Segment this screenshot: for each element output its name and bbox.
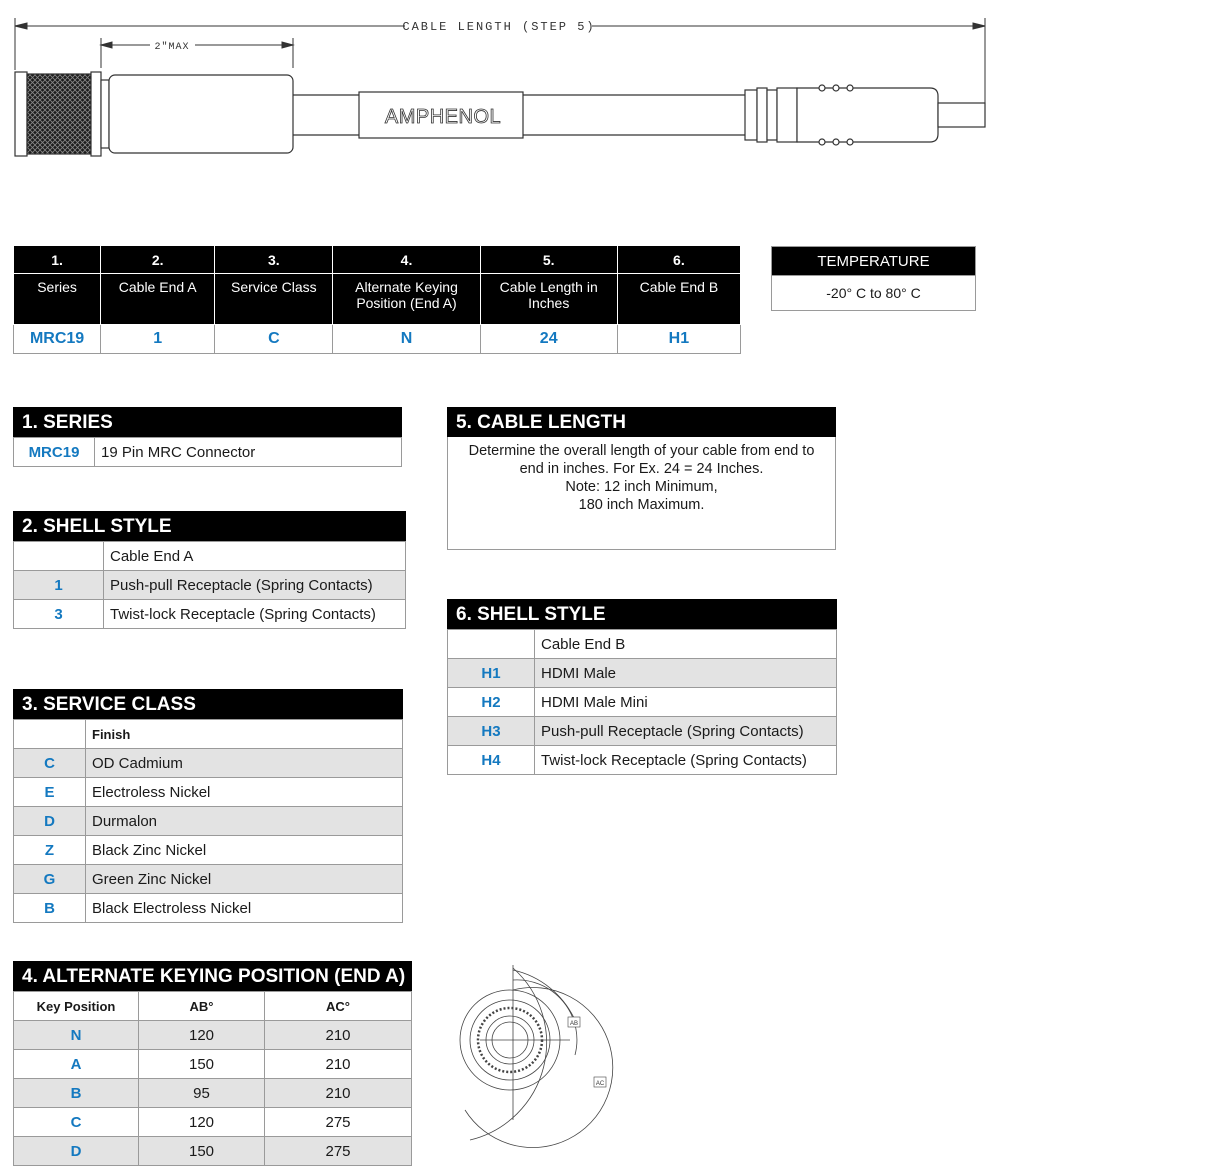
ac-value: 210 (265, 1021, 412, 1050)
option-code: H3 (448, 717, 535, 746)
option-code: C (14, 749, 86, 778)
step-value: 1 (101, 325, 215, 354)
step-number: 6. (617, 246, 740, 274)
option-code: D (14, 807, 86, 836)
ab-value: 120 (139, 1108, 265, 1137)
option-desc: Twist-lock Receptacle (Spring Contacts) (535, 746, 837, 775)
empty-cell (14, 542, 104, 571)
table-row (14, 1108, 412, 1137)
option-desc: Black Zinc Nickel (86, 836, 403, 865)
option-code: Z (14, 836, 86, 865)
step-label: Cable End A (101, 274, 215, 325)
key-code: N (14, 1021, 139, 1050)
table-row (14, 1050, 412, 1079)
key-code: D (14, 1137, 139, 1166)
empty-cell (14, 720, 86, 749)
ab-label: AB (569, 1021, 579, 1027)
key-code: C (14, 1108, 139, 1137)
option-desc: HDMI Male (535, 659, 837, 688)
step-label: Series (14, 274, 101, 325)
table-row (14, 600, 406, 629)
column-header: Key Position (14, 992, 139, 1021)
brand-label: AMPHENOL (384, 106, 502, 128)
table-row (448, 717, 837, 746)
ac-value: 275 (265, 1137, 412, 1166)
step-label: Cable End B (617, 274, 740, 325)
ab-value: 95 (139, 1079, 265, 1108)
temperature-table (771, 246, 976, 311)
step-label: Service Class (215, 274, 333, 325)
table-row (14, 1079, 412, 1108)
service-class-section (13, 689, 403, 923)
column-header: AB° (139, 992, 265, 1021)
section-title: 1. SERIES (13, 407, 402, 437)
option-desc: Black Electroless Nickel (86, 894, 403, 923)
series-section (13, 407, 402, 467)
table-row (14, 807, 403, 836)
step-number: 1. (14, 246, 101, 274)
step-value: 24 (480, 325, 617, 354)
option-desc: Durmalon (86, 807, 403, 836)
option-code: G (14, 865, 86, 894)
option-code: H2 (448, 688, 535, 717)
ac-value: 210 (265, 1079, 412, 1108)
max-dimension (101, 38, 293, 68)
ac-label: AC (595, 1081, 605, 1087)
section-title: 4. ALTERNATE KEYING POSITION (END A) (13, 961, 412, 991)
option-desc: Green Zinc Nickel (86, 865, 403, 894)
option-code: E (14, 778, 86, 807)
column-subheader: Cable End A (104, 542, 406, 571)
note-line: Note: 12 inch Minimum, (565, 479, 718, 495)
section-title: 2. SHELL STYLE (13, 511, 406, 541)
option-desc: Push-pull Receptacle (Spring Contacts) (535, 717, 837, 746)
step-label: Cable Length in Inches (480, 274, 617, 325)
step-number: 3. (215, 246, 333, 274)
table-row (14, 1021, 412, 1050)
ac-value: 275 (265, 1108, 412, 1137)
step-value: H1 (617, 325, 740, 354)
section-title: 5. CABLE LENGTH (447, 407, 836, 437)
connector-end-b (745, 85, 985, 145)
ab-value: 150 (139, 1137, 265, 1166)
key-code: A (14, 1050, 139, 1079)
option-desc: Twist-lock Receptacle (Spring Contacts) (104, 600, 406, 629)
part-number-table (13, 246, 741, 354)
step-number: 5. (480, 246, 617, 274)
keying-section (13, 961, 412, 1166)
option-code: 1 (14, 571, 104, 600)
shell-style-b-section (447, 599, 837, 775)
section-title: 6. SHELL STYLE (447, 599, 837, 629)
column-header: AC° (265, 992, 412, 1021)
keying-diagram (450, 960, 620, 1150)
table-row (14, 778, 403, 807)
table-row (448, 659, 837, 688)
temperature-value: -20° C to 80° C (772, 276, 976, 311)
cable-drawing (0, 0, 1000, 170)
table-row (448, 746, 837, 775)
series-desc: 19 Pin MRC Connector (95, 438, 402, 467)
section-title: 3. SERVICE CLASS (13, 689, 403, 719)
option-code: H4 (448, 746, 535, 775)
cable-length-label: CABLE LENGTH (STEP 5) (402, 20, 596, 34)
option-code: B (14, 894, 86, 923)
option-desc: Push-pull Receptacle (Spring Contacts) (104, 571, 406, 600)
ac-value: 210 (265, 1050, 412, 1079)
table-row (14, 571, 406, 600)
column-subheader: Finish (86, 720, 403, 749)
note-line: end in inches. For Ex. 24 = 24 Inches. (519, 461, 764, 477)
table-row (14, 749, 403, 778)
ab-value: 150 (139, 1050, 265, 1079)
option-code: 3 (14, 600, 104, 629)
max-label: 2"MAX (154, 42, 190, 53)
step-value: MRC19 (14, 325, 101, 354)
ab-value: 120 (139, 1021, 265, 1050)
cable-length-note (447, 437, 836, 550)
step-label: Alternate Keying Position (End A) (333, 274, 480, 325)
table-row (14, 1137, 412, 1166)
table-row (14, 865, 403, 894)
table-row (448, 688, 837, 717)
column-subheader: Cable End B (535, 630, 837, 659)
note-line: 180 inch Maximum. (578, 497, 705, 513)
connector-end-a (15, 72, 293, 156)
empty-cell (448, 630, 535, 659)
table-row (14, 836, 403, 865)
cable-length-section (447, 407, 836, 550)
shell-style-a-section (13, 511, 406, 629)
table-row (14, 894, 403, 923)
temperature-title: TEMPERATURE (772, 247, 976, 276)
step-number: 2. (101, 246, 215, 274)
option-code: H1 (448, 659, 535, 688)
note-line: Determine the overall length of your cable from end to (468, 443, 815, 459)
option-desc: Electroless Nickel (86, 778, 403, 807)
option-desc: HDMI Male Mini (535, 688, 837, 717)
step-number: 4. (333, 246, 480, 274)
step-value: C (215, 325, 333, 354)
cable-body (293, 92, 745, 138)
option-desc: OD Cadmium (86, 749, 403, 778)
series-code: MRC19 (14, 438, 95, 467)
step-value: N (333, 325, 480, 354)
key-code: B (14, 1079, 139, 1108)
